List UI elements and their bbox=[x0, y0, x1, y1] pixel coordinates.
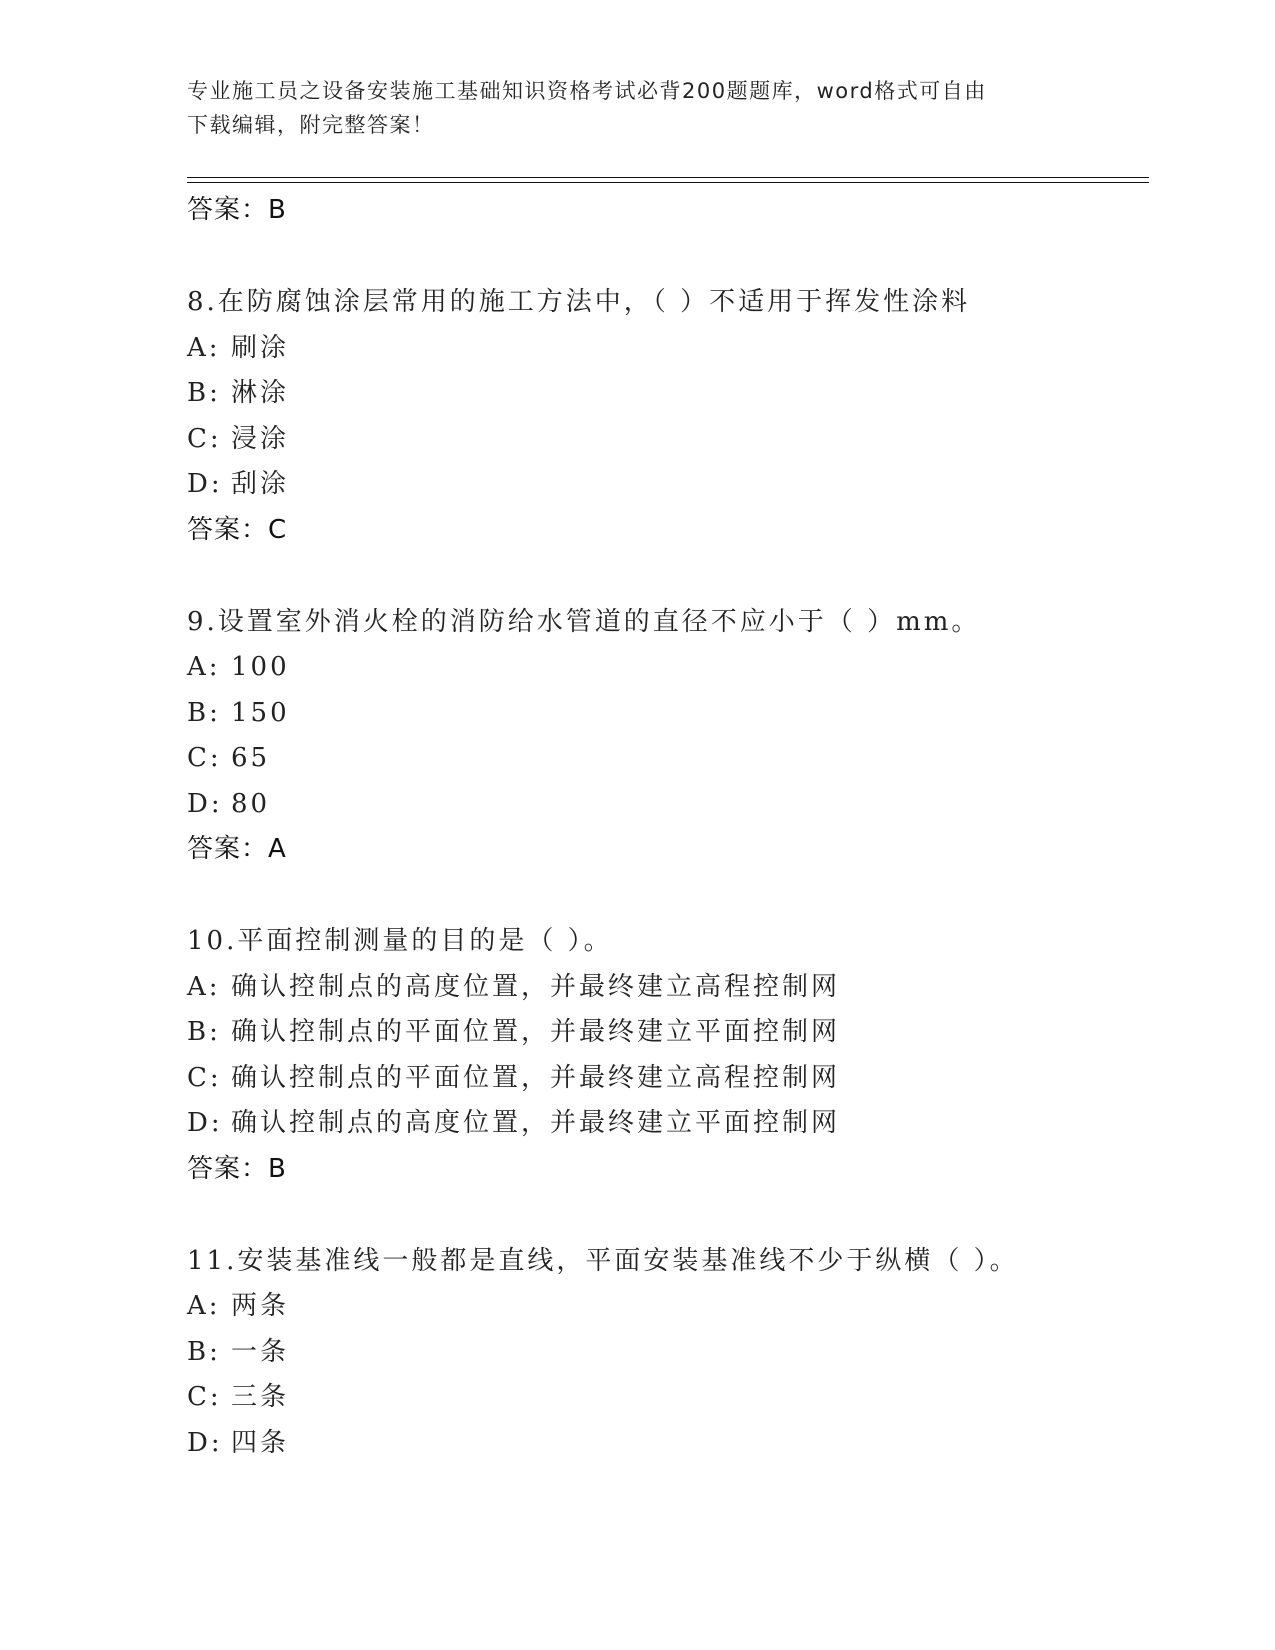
option-d bbox=[187, 1101, 1147, 1147]
option-text: 100 bbox=[231, 652, 290, 682]
option-b bbox=[187, 371, 1147, 417]
question-stem: 9.设置室外消火栓的消防给水管道的直径不应小于（ ）mm。 bbox=[187, 606, 981, 637]
option-letter: A: bbox=[187, 1291, 221, 1321]
option-letter: B: bbox=[187, 1336, 221, 1367]
option-a bbox=[187, 326, 1147, 372]
option-letter: A: bbox=[187, 332, 221, 363]
option-d bbox=[187, 462, 1147, 508]
option-letter: C: bbox=[187, 423, 222, 454]
question-10 bbox=[187, 919, 1147, 1192]
option-letter: B: bbox=[187, 378, 221, 408]
option-text: 150 bbox=[231, 697, 290, 728]
header-title-line-1: 专业施工员之设备安装施工基础知识资格考试必背200题题库，word格式可自由 bbox=[187, 79, 987, 103]
option-text: 确认控制点的平面位置，并最终建立高程控制网 bbox=[231, 1062, 841, 1093]
option-letter: D: bbox=[187, 788, 223, 819]
option-text: 65 bbox=[231, 743, 271, 773]
question-8 bbox=[187, 280, 1147, 553]
option-text: 一条 bbox=[231, 1336, 290, 1367]
question-answer: 答案：C bbox=[187, 514, 288, 545]
option-letter: A: bbox=[187, 971, 221, 1002]
option-d bbox=[187, 1421, 1147, 1467]
document-body bbox=[187, 188, 1147, 1466]
option-text: 三条 bbox=[231, 1382, 290, 1412]
option-text: 浸涂 bbox=[231, 423, 290, 454]
question-stem: 11.安装基准线一般都是直线，平面安装基准线不少于纵横（ ）。 bbox=[187, 1245, 1019, 1276]
option-text: 四条 bbox=[231, 1427, 290, 1458]
question-answer: 答案：A bbox=[187, 834, 287, 864]
header-title-line-2: 下载编辑，附完整答案！ bbox=[187, 113, 435, 137]
option-b bbox=[187, 691, 1147, 737]
document-header bbox=[187, 74, 1087, 142]
previous-answer: 答案：B bbox=[187, 195, 287, 225]
option-text: 淋涂 bbox=[231, 378, 290, 408]
question-11 bbox=[187, 1239, 1147, 1467]
question-answer: 答案：B bbox=[187, 1153, 287, 1184]
option-text: 80 bbox=[231, 788, 271, 819]
option-c bbox=[187, 1375, 1147, 1421]
option-c bbox=[187, 1056, 1147, 1102]
question-stem: 10.平面控制测量的目的是（ ）。 bbox=[187, 926, 613, 956]
option-a bbox=[187, 645, 1147, 691]
option-letter: C: bbox=[187, 1382, 222, 1412]
option-letter: D: bbox=[187, 469, 223, 499]
option-a bbox=[187, 1284, 1147, 1330]
header-rule-bottom bbox=[187, 182, 1149, 183]
header-rule-top bbox=[187, 177, 1149, 178]
option-letter: B: bbox=[187, 1017, 221, 1047]
option-b bbox=[187, 1010, 1147, 1056]
option-text: 确认控制点的高度位置，并最终建立平面控制网 bbox=[231, 1108, 841, 1138]
option-c bbox=[187, 417, 1147, 463]
question-stem: 8.在防腐蚀涂层常用的施工方法中，（ ）不适用于挥发性涂料 bbox=[187, 287, 971, 317]
option-text: 确认控制点的高度位置，并最终建立高程控制网 bbox=[231, 971, 841, 1002]
option-text: 刷涂 bbox=[231, 332, 290, 363]
option-letter: C: bbox=[187, 1062, 222, 1093]
option-letter: C: bbox=[187, 743, 222, 773]
option-letter: D: bbox=[187, 1108, 223, 1138]
option-letter: B: bbox=[187, 697, 221, 728]
option-text: 两条 bbox=[231, 1291, 290, 1321]
option-d bbox=[187, 782, 1147, 828]
option-text: 刮涂 bbox=[231, 469, 290, 499]
option-a bbox=[187, 965, 1147, 1011]
option-letter: A: bbox=[187, 652, 221, 682]
option-letter: D: bbox=[187, 1427, 223, 1458]
option-c bbox=[187, 736, 1147, 782]
option-b bbox=[187, 1330, 1147, 1376]
option-text: 确认控制点的平面位置，并最终建立平面控制网 bbox=[231, 1017, 841, 1047]
question-9 bbox=[187, 600, 1147, 873]
